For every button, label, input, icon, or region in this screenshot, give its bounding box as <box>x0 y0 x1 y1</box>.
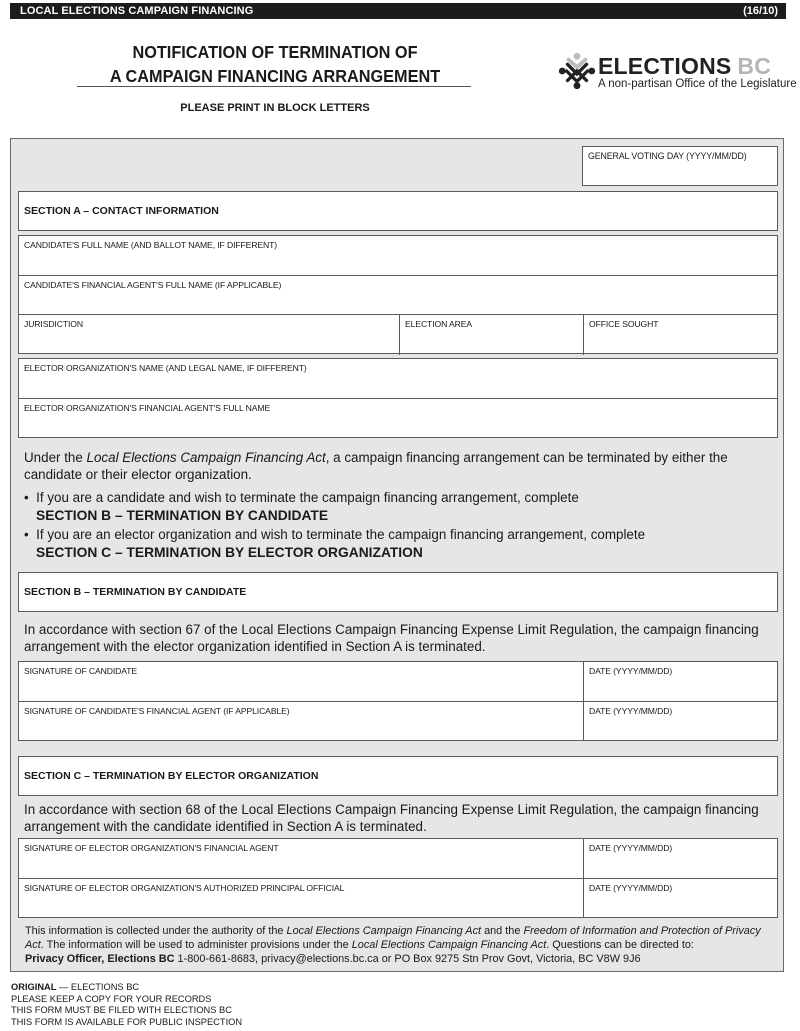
bullet-icon: • <box>24 490 29 505</box>
date-label: DATE (YYYY/MM/DD) <box>589 843 673 853</box>
date-label: DATE (YYYY/MM/DD) <box>589 666 673 676</box>
logo-tagline: A non-partisan Office of the Legislature <box>598 78 797 90</box>
org-name-label: ELECTOR ORGANIZATION'S NAME (AND LEGAL NAME, IF DIFFERENT) <box>24 363 307 373</box>
program-name: LOCAL ELECTIONS CAMPAIGN FINANCING <box>20 5 254 17</box>
act-name: Local Elections Campaign Financing Act <box>351 939 547 951</box>
instructions-intro <box>24 449 764 483</box>
title-underline <box>77 86 471 87</box>
bullet-text: If you are a candidate and wish to terminate the campaign financing arrangement, complete <box>36 490 579 505</box>
date-label: DATE (YYYY/MM/DD) <box>589 883 673 893</box>
org-agent-signature-field[interactable] <box>19 839 583 878</box>
candidate-info-block <box>18 235 778 354</box>
org-agent-field[interactable] <box>19 399 777 438</box>
act-name: Freedom of Information and Protection of Privacy Act <box>25 925 761 951</box>
bullet-text: If you are an elector organization and wish to terminate the campaign financing arrangement, complete <box>36 527 646 542</box>
logo-suffix: BC <box>737 53 772 79</box>
instruction-section-c-ref: SECTION C – TERMINATION BY ELECTOR ORGANIZATION <box>36 545 423 560</box>
election-area-field[interactable] <box>399 315 584 355</box>
org-official-signature-label: SIGNATURE OF ELECTOR ORGANIZATION'S AUTHORIZED PRINCIPAL OFFICIAL <box>24 883 345 893</box>
footer-line: THIS FORM IS AVAILABLE FOR PUBLIC INSPECTION <box>11 1016 243 1027</box>
organization-info-block <box>18 358 778 438</box>
candidate-agent-signature-date-field[interactable] <box>583 702 778 741</box>
org-agent-signature-date-field[interactable] <box>583 839 778 878</box>
print-instruction: PLEASE PRINT IN BLOCK LETTERS <box>180 102 370 114</box>
intro-text: Under the <box>24 450 87 465</box>
elections-bc-logo <box>558 52 797 94</box>
original-destination: — ELECTIONS BC <box>56 982 140 992</box>
instruction-bullet-candidate <box>24 489 579 506</box>
candidate-name-label: CANDIDATE'S FULL NAME (AND BALLOT NAME, IF DIFFERENT) <box>24 240 278 250</box>
section-c-header <box>18 756 778 796</box>
intro-text: , a campaign financing arrangement can be terminated by either the candidate or their elector organization. <box>24 450 728 482</box>
privacy-notice <box>25 924 775 966</box>
privacy-text: . Questions can be directed to: <box>546 939 694 951</box>
section-b-header <box>18 572 778 612</box>
section-c-statement: In accordance with section 68 of the Local Elections Campaign Financing Expense Limit Regulation, the campaign financing arrangement with the candidate identified in Section A is terminated. <box>24 802 759 834</box>
candidate-agent-label: CANDIDATE'S FINANCIAL AGENT'S FULL NAME (IF APPLICABLE) <box>24 280 282 290</box>
section-a-heading: SECTION A – CONTACT INFORMATION <box>24 205 219 217</box>
org-agent-label: ELECTOR ORGANIZATION'S FINANCIAL AGENT'S FULL NAME <box>24 403 271 413</box>
logo-name: ELECTIONS <box>598 53 732 79</box>
org-official-signature-field[interactable] <box>19 879 583 918</box>
form-footer <box>11 982 242 1028</box>
form-code: (16/10) <box>743 5 778 17</box>
candidate-agent-signature-field[interactable] <box>19 702 583 741</box>
section-a-header <box>18 191 778 231</box>
general-voting-day-label: GENERAL VOTING DAY (YYYY/MM/DD) <box>588 151 747 161</box>
date-label: DATE (YYYY/MM/DD) <box>589 706 673 716</box>
bullet-icon: • <box>24 527 29 542</box>
header-bar <box>10 3 786 19</box>
privacy-officer: Privacy Officer, Elections BC <box>25 953 175 965</box>
candidate-signature-date-field[interactable] <box>583 662 778 701</box>
jurisdiction-label: JURISDICTION <box>24 319 83 329</box>
general-voting-day-field[interactable] <box>582 146 778 186</box>
footer-original <box>11 982 242 994</box>
section-c-signatures <box>18 838 778 918</box>
section-c-heading: SECTION C – TERMINATION BY ELECTOR ORGANIZATION <box>24 770 319 782</box>
elections-bc-logo-icon <box>558 52 596 90</box>
election-area-label: ELECTION AREA <box>405 319 472 329</box>
org-agent-signature-label: SIGNATURE OF ELECTOR ORGANIZATION'S FINANCIAL AGENT <box>24 843 279 853</box>
original-label: ORIGINAL <box>11 982 57 992</box>
section-b-signatures <box>18 661 778 741</box>
office-sought-field[interactable] <box>583 315 778 355</box>
office-sought-label: OFFICE SOUGHT <box>589 319 659 329</box>
candidate-agent-signature-label: SIGNATURE OF CANDIDATE'S FINANCIAL AGENT (IF APPLICABLE) <box>24 706 290 716</box>
candidate-signature-field[interactable] <box>19 662 583 701</box>
form-title-line-1: NOTIFICATION OF TERMINATION OF <box>132 42 418 62</box>
privacy-text: and the <box>481 925 524 937</box>
section-b-heading: SECTION B – TERMINATION BY CANDIDATE <box>24 586 247 598</box>
jurisdiction-field[interactable] <box>19 315 399 355</box>
candidate-name-field[interactable] <box>19 236 777 275</box>
instruction-section-b-ref: SECTION B – TERMINATION BY CANDIDATE <box>36 508 329 523</box>
logo-wordmark <box>598 53 771 79</box>
privacy-contact: 1-800-661-8683, privacy@elections.bc.ca or PO Box 9275 Stn Prov Govt, Victoria, BC V8W 9J6 <box>174 953 641 965</box>
candidate-agent-field[interactable] <box>19 276 777 314</box>
form-title <box>75 40 475 88</box>
section-b-statement: In accordance with section 67 of the Local Elections Campaign Financing Expense Limit Regulation, the campaign financing arrangement with the elector organization identified in Section A is terminated. <box>24 622 759 654</box>
org-official-signature-date-field[interactable] <box>583 879 778 918</box>
act-name: Local Elections Campaign Financing Act <box>86 450 326 465</box>
org-name-field[interactable] <box>19 359 777 398</box>
instruction-bullet-organization <box>24 526 645 543</box>
privacy-text: This information is collected under the authority of the <box>25 925 287 937</box>
form-title-line-2: A CAMPAIGN FINANCING ARRANGEMENT <box>109 66 441 86</box>
act-name: Local Elections Campaign Financing Act <box>286 925 482 937</box>
footer-line: PLEASE KEEP A COPY FOR YOUR RECORDS <box>11 993 212 1004</box>
candidate-signature-label: SIGNATURE OF CANDIDATE <box>24 666 138 676</box>
footer-line: THIS FORM MUST BE FILED WITH ELECTIONS BC <box>11 1005 232 1015</box>
privacy-text: . The information will be used to administer provisions under the <box>40 939 352 951</box>
